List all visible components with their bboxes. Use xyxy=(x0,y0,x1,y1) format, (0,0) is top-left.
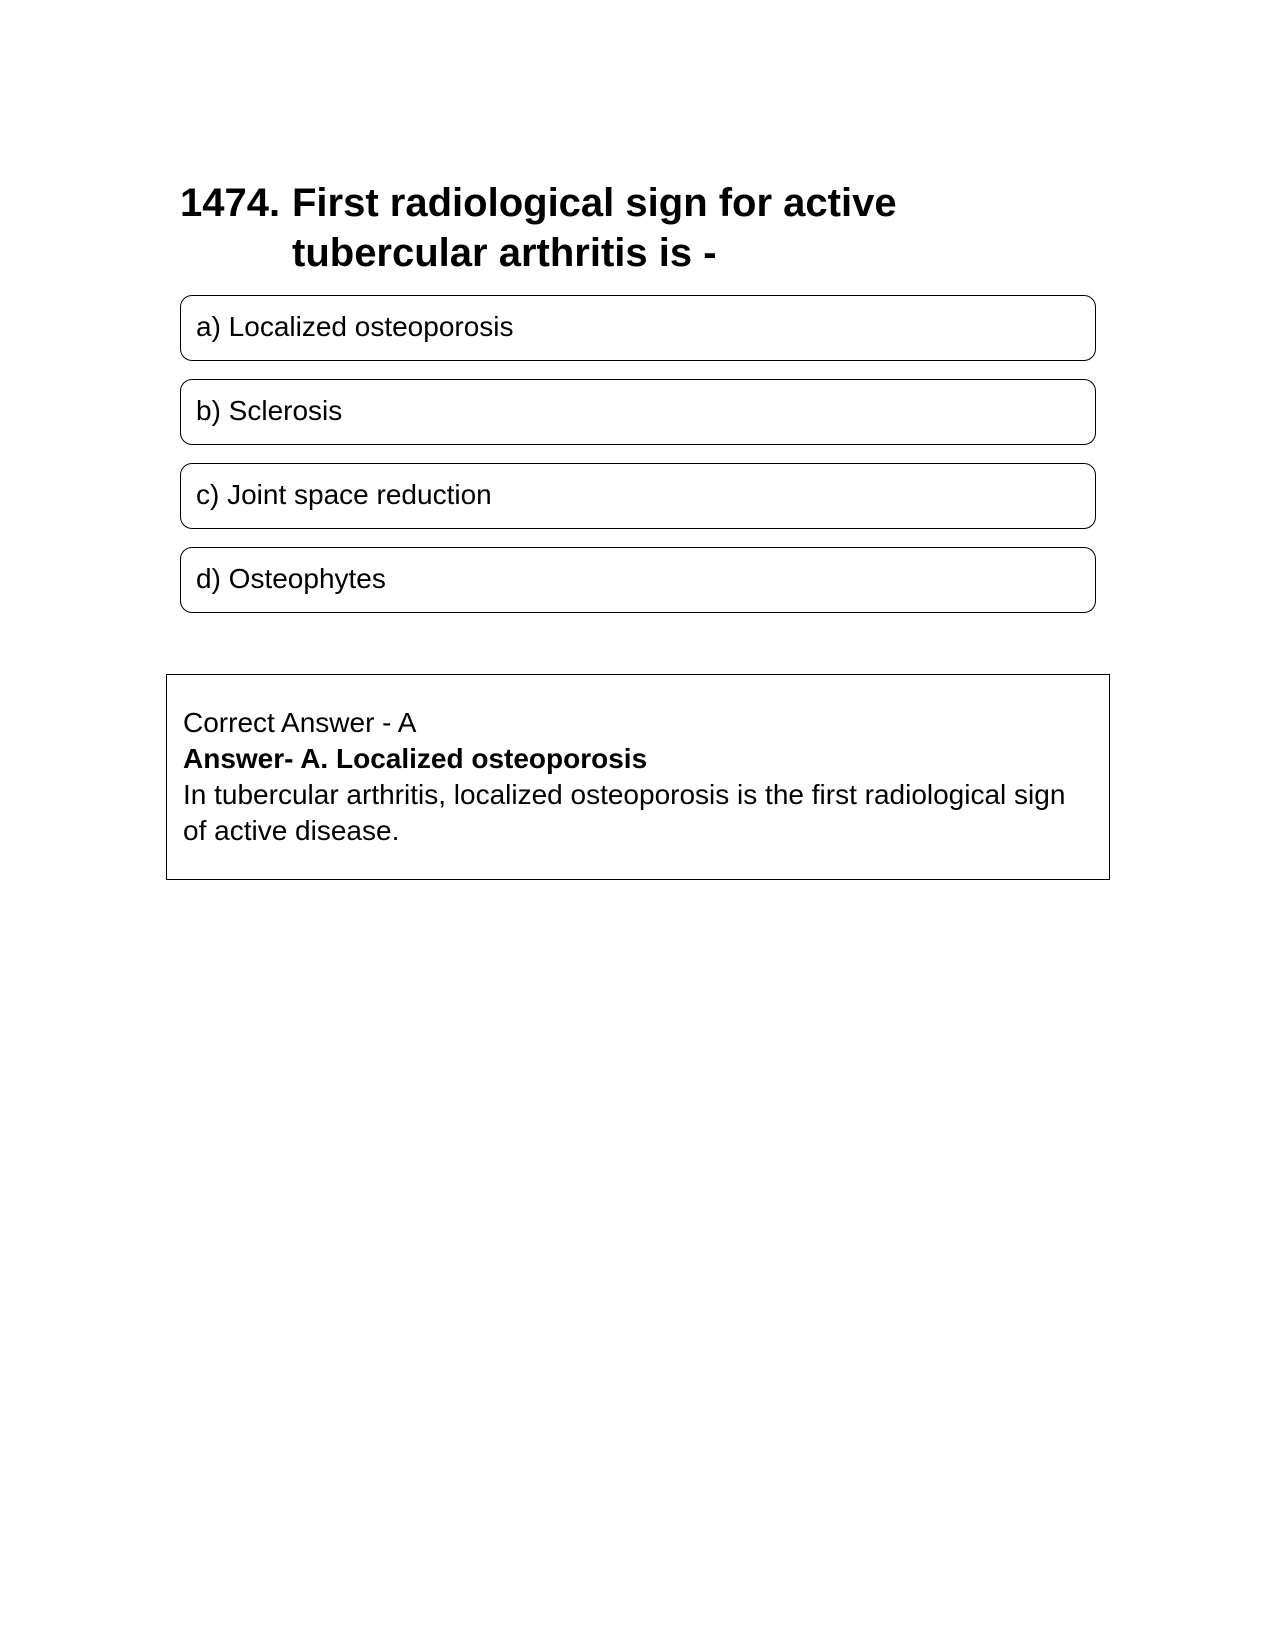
option-d[interactable]: d) Osteophytes xyxy=(180,547,1096,613)
correct-answer-line: Correct Answer - A xyxy=(183,707,417,738)
answer-title: Answer- A. Localized osteoporosis xyxy=(183,743,648,774)
option-c[interactable]: c) Joint space reduction xyxy=(180,463,1096,529)
answer-explanation: In tubercular arthritis, localized osteoporosis is the first radiological sign of active disease. xyxy=(183,779,1066,846)
question-number: 1474. xyxy=(180,181,281,225)
question-text: First radiological sign for active tubercular arthritis is - xyxy=(292,181,897,275)
answer-box xyxy=(166,674,1110,880)
question xyxy=(180,178,940,278)
option-a[interactable]: a) Localized osteoporosis xyxy=(180,295,1096,361)
option-b[interactable]: b) Sclerosis xyxy=(180,379,1096,445)
